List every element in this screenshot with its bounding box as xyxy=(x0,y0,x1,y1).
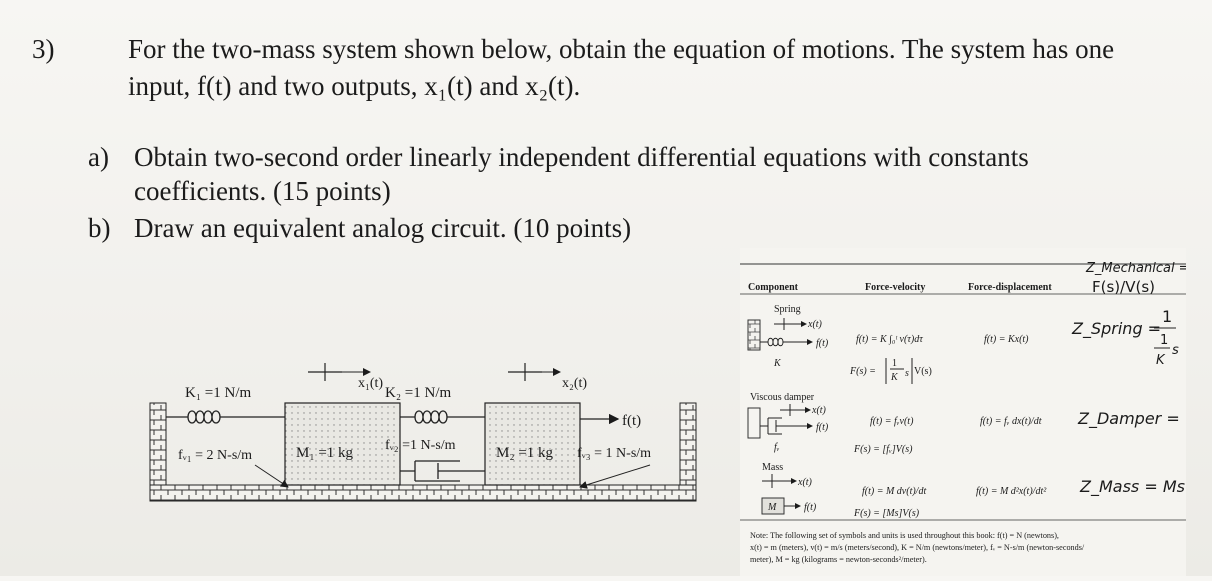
spring-icon xyxy=(760,338,798,346)
two-mass-system-diagram xyxy=(140,345,720,525)
part-a-line-1: Obtain two-second order linearly independent differential equations with constants xyxy=(134,142,1029,172)
ground xyxy=(150,485,696,501)
m1-label: M₁ =1 kg xyxy=(296,445,354,461)
k1-label: K₁ =1 N/m xyxy=(185,385,252,401)
mass-f-label: f(t) xyxy=(804,502,817,513)
part-b-line-1: Draw an equivalent analog circuit. (10 points) xyxy=(134,213,632,243)
spring-z-num: 1 xyxy=(1162,307,1173,326)
header-impedance-1: Z_Mechanical = xyxy=(1086,261,1186,276)
mass-force-displacement: f(t) = M d²x(t)/dt² xyxy=(976,486,1047,497)
spring-fs-num: 1 xyxy=(892,358,897,369)
spring-fs-left: F(s) = xyxy=(850,366,876,377)
friction-arrow-3 xyxy=(580,465,650,487)
part-a-label: a) xyxy=(88,142,109,172)
mass-label: Mass xyxy=(762,462,784,473)
k2-label: K₂ =1 N/m xyxy=(385,385,452,401)
damper-label: Viscous damper xyxy=(750,392,815,403)
note-line-2: x(t) = m (meters), v(t) = m/s (meters/second), K = N/m (newtons/meter), fᵥ = N-s/m (newton-seconds/ xyxy=(750,543,1085,552)
spring-fs-s: s xyxy=(905,368,909,379)
fv2-label: fᵥ₂ =1 N-s/m xyxy=(385,438,456,453)
fv3-label: fᵥ₃ = 1 N-s/m xyxy=(577,446,652,461)
part-a-line-2: coefficients. (15 points) xyxy=(134,176,391,206)
spring-k-label: K xyxy=(774,358,781,369)
question-line-1: For the two-mass system shown below, obtain the equation of motions. The system has one xyxy=(128,34,1115,64)
spring-label: Spring xyxy=(774,304,801,315)
damper-icon xyxy=(760,418,800,434)
friction-arrow-1 xyxy=(255,465,288,487)
note-line-1: Note: The following set of symbols and units is used throughout this book: f(t) = N (newtons), xyxy=(750,531,1059,540)
mass-1 xyxy=(285,403,400,485)
header-component: Component xyxy=(748,282,799,293)
damper-impedance: Z_Damper = fᵥ xyxy=(1078,409,1186,428)
part-b-label: b) xyxy=(88,213,111,243)
damper-fv-label: fᵥ xyxy=(774,442,780,453)
mass-x-label: x(t) xyxy=(798,477,812,488)
x1-label: x₁(t) xyxy=(358,376,384,391)
damper-force-velocity: f(t) = fᵥv(t) xyxy=(870,416,914,427)
damper-x-label: x(t) xyxy=(812,405,826,416)
spring-force-velocity: f(t) = K ∫₀ᵗ v(τ)dτ xyxy=(856,334,923,345)
spring-force-displacement: f(t) = Kx(t) xyxy=(984,334,1029,345)
mass-fs: F(s) = [Ms]V(s) xyxy=(854,508,920,519)
header-force-displacement: Force-displacement xyxy=(968,282,1052,293)
damper-f-label: f(t) xyxy=(816,422,829,433)
spring-z-den-num: 1 xyxy=(1160,333,1169,348)
mass-m-label: M xyxy=(768,502,777,513)
mass-force-velocity: f(t) = M dv(t)/dt xyxy=(862,486,927,497)
damper-fs: F(s) = [fᵥ]V(s) xyxy=(854,444,913,455)
mass-2 xyxy=(485,403,580,485)
header-force-velocity: Force-velocity xyxy=(865,282,926,293)
force-label: f(t) xyxy=(622,413,642,429)
mass-impedance: Z_Mass = Ms xyxy=(1080,477,1185,496)
spring-x-label: x(t) xyxy=(808,319,822,330)
damper-wall-icon xyxy=(748,408,760,438)
damper-fv2 xyxy=(400,461,485,481)
spring-fs-den: K xyxy=(891,372,898,383)
spring-k1 xyxy=(166,411,285,423)
question-line-2: input, f(t) and two outputs, x₁(t) and x₂(t). xyxy=(128,71,581,101)
x2-label: x₂(t) xyxy=(562,376,588,391)
damper-force-displacement: f(t) = fᵥ dx(t)/dt xyxy=(980,416,1042,427)
spring-fs-right: V(s) xyxy=(914,366,932,377)
note-line-3: meter), M = kg (kilograms = newton-seconds²/meter). xyxy=(750,555,927,564)
header-impedance-2: F(s)/V(s) xyxy=(1092,278,1155,296)
spring-impedance: Z_Spring = xyxy=(1072,319,1162,338)
spring-f-label: f(t) xyxy=(816,338,829,349)
fv1-label: fᵥ₁ = 2 N-s/m xyxy=(178,448,253,463)
spring-k2 xyxy=(400,411,485,423)
spring-z-den-den: K xyxy=(1156,353,1165,368)
m2-label: M₂ =1 kg xyxy=(496,445,554,461)
impedance-table xyxy=(740,248,1186,576)
question-number: 3) xyxy=(32,34,55,64)
spring-wall-icon xyxy=(748,320,760,350)
spring-z-s: s xyxy=(1172,343,1179,358)
